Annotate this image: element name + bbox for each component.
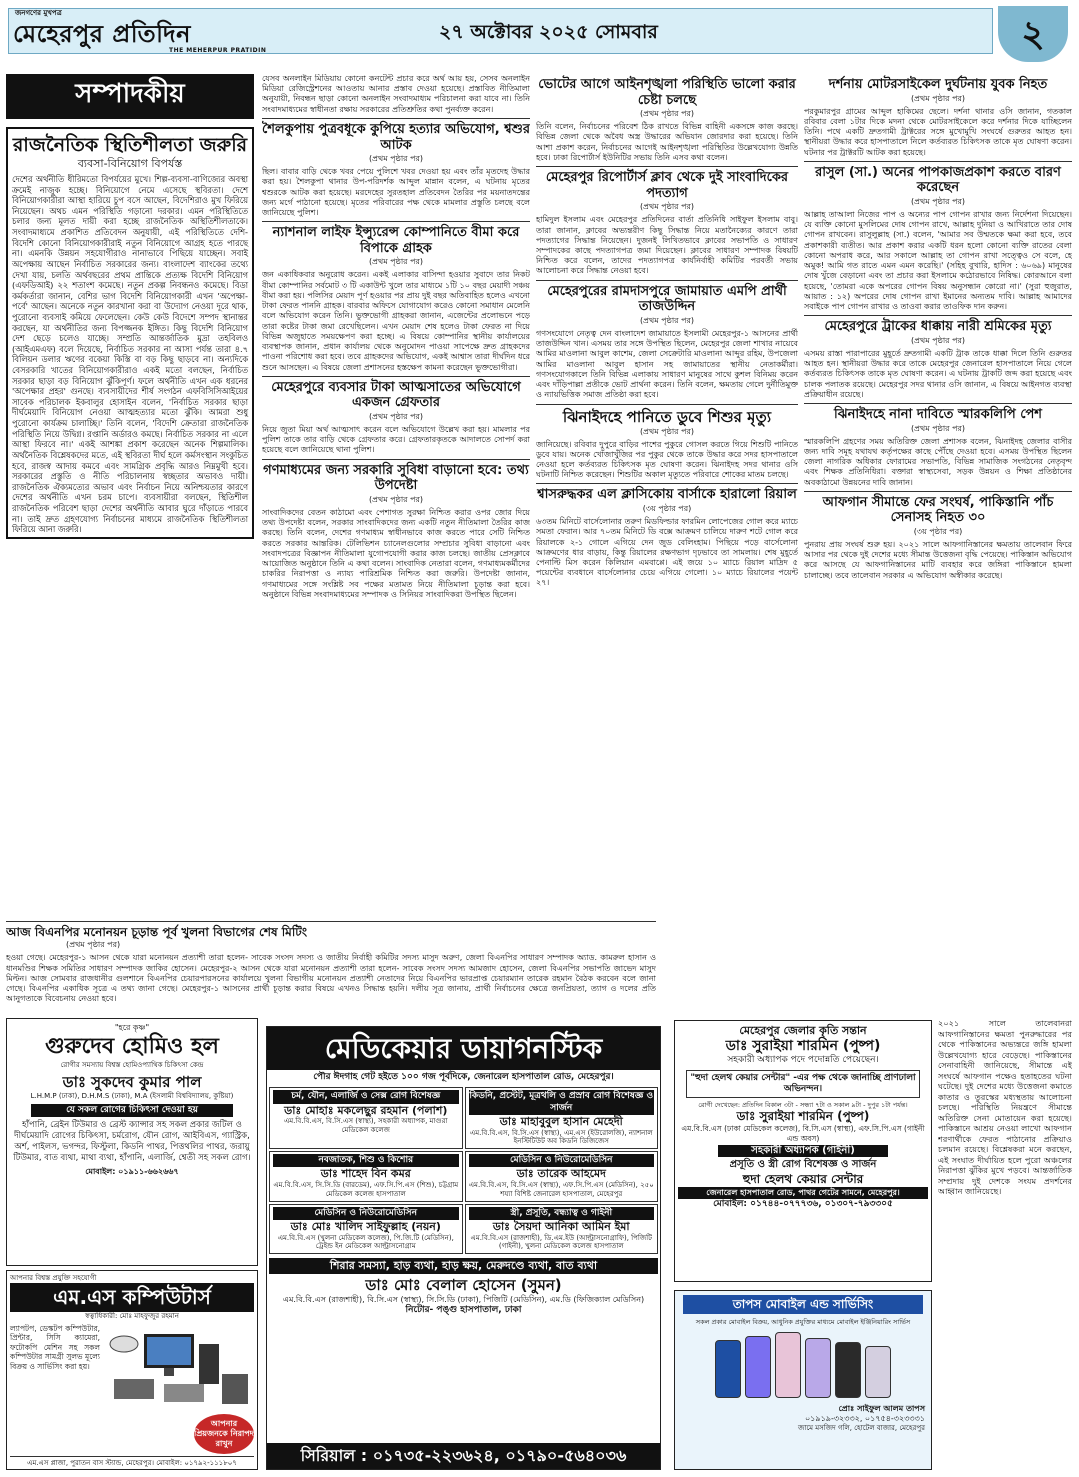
truck-cont: (প্রথম পৃষ্ঠার পর) (910, 335, 966, 345)
election-cont: (প্রথম পৃষ্ঠার পর) (639, 109, 695, 119)
editorial-subhead: ব্যবসা-বিনিয়োগ বিপর্যস্ত (77, 157, 183, 171)
media-facility-headline: গণমাধ্যমের জন্য সরকারি সুবিধা বাড়ানো হবে: তথ্য উপদেষ্টা (263, 462, 529, 494)
national-life-cont: (প্রথম পৃষ্ঠার পর) (368, 257, 424, 267)
doctor-specialty: মেডিসিন ও নিউরোমেডিসিন (469, 1154, 655, 1167)
ms-owner: স্বত্বাধিকারী: মোঃ মাহফুজুর রহমান (85, 1311, 179, 1320)
election-body: তিনি বলেন, নির্বাচনের পরিবেশ ঠিক রাখতে বিভিন্ন বাহিনী একসঙ্গে কাজ করছে। বিভিন্ন জেলা থেকে অবৈধ অস্ত্র উদ্ধারের অভিযান জোরদার করা হয়েছে। তিনি আশা প্রকাশ করেন, নির্বাচনের আগেই আইনশৃঙ্খলা পরিস্থিতির উল্লেখযোগ্য উন্নতি হবে। ঢাকা রিপোর্টার্স ইউনিটির সভায় তিনি এসব কথা বলেন। (536, 122, 798, 162)
phone-icon (835, 1342, 861, 1398)
khulna-headline: আজ বিএনপির মনোনয়ন চূড়ান্ত পূর্ব খুলনা বিভাগের শেষ মিটিং (6, 925, 307, 939)
page-number: ২ (1021, 13, 1045, 55)
election-headline: ভোটের আগে আইনশৃঙ্খলা পরিস্থিতি ভালো করার চেষ্টা চলছে (538, 77, 796, 108)
tapos-phone: ০১৯১৯-৩২৩৩২, ০১৭৫৪-৩২৩৩৩১ (804, 1414, 925, 1424)
suraiya-promo: সহকারী অধ্যাপক পদে পদোন্নতি পেয়েছেন। (727, 1055, 879, 1066)
doctor-specialty: নবজাতক, শিশু ও কিশোর (273, 1154, 459, 1167)
bottom-doctor-specialty: শিরার সমস্যা, হাড় ব্যথা, হাড় ক্ষয়, মেরুদণ্ডে ব্যথা, বাত ব্যথা (269, 1258, 658, 1274)
suraiya-name-2: ডাঃ সুরাইয়া শারমিন (পুষ্প) (736, 1109, 870, 1124)
tapos-subtitle: সকল প্রকার মোবাইল বিক্রয়, আধুনিক প্রযুক্তির মাধ্যমে মোবাইল ইঞ্জিনিয়ারিং সার্ভিস (695, 1318, 911, 1326)
suraiya-degree: এম.বি.বি.এস (ঢাকা মেডিকেল কলেজ), বি.সি.এস (স্বাস্থ্য), এফ.সি.পি.এস (গাইনী এন্ড অবস) (681, 1124, 925, 1143)
memo-body: স্মারকলিপি গ্রহণের সময় অতিরিক্ত জেলা প্রশাসক বলেন, ঝিনাইদহ জেলার বাসীর জন্য দাবি সমূহ যথাযথ কর্তৃপক্ষের কাছে পৌঁছে দেওয়া হবে। এসময় উপস্থিত ছিলেন জেলা নাগরিক অধিকার ফোরামের সভাপতি, বিভিন্ন সামাজিক সংগঠনের নেতৃবৃন্দ এবং শিক্ষক প্রতিনিধিরা। বক্তারা স্বাস্থ্যসেবা, সড়ক উন্নয়ন ও শিক্ষা প্রতিষ্ঠানের অবকাঠামো উন্নয়নের দাবি জানান। (804, 436, 1072, 487)
doctor-degree: এম.বি.বি.এস, বি.সি.এস (স্বাস্থ্য), এম.এস (ইউরোলজি), ন্যাশনাল ইনস্টিটিউট অব কিডনি ডিজিজেস (469, 1128, 653, 1146)
boy-hanged-headline: শৈলকুপায় পুত্রবধূকে কুপিয়ে হত্যার অভিযোগ, শ্বশুর আটক (262, 121, 530, 153)
phone-icon (775, 1332, 801, 1398)
suraiya-center: হুদা হেলথ কেয়ার সেন্টার (742, 1171, 864, 1186)
doctor-card (269, 1204, 463, 1255)
phone-icon (715, 1340, 741, 1398)
doctor-name: ডাঃ শাহেদ বিন কমর (320, 1167, 411, 1181)
right-narrow-column (938, 1018, 1072, 1470)
drown-body: জানিয়েছে। রবিবার দুপুরে বাড়ির পাশের পুকুরে গোসল করতে গিয়ে শিশুটি পানিতে ডুবে যায়। অনেক খোঁজাখুঁজির পর পুকুর থেকে তাকে উদ্ধার করে সদর হাসপাতালে নেওয়া হলে কর্তব্যরত চিকিৎসক মৃত ঘোষণা করেন। ঝিনাইদহ সদর থানার ওসি ঘটনাটি নিশ্চিত করেছেন। শিশুটির অকাল মৃত্যুতে পরিবারে শোকের মাতম চলছে। (536, 439, 798, 480)
suraiya-center-quote: "হুদা হেলথ কেয়ার সেন্টার" -এর পক্ষ থেকে জানাচ্ছি প্রাণঢালা অভিনন্দন। (686, 1070, 920, 1099)
suraiya-address: জেনারেল হাসপাতাল রোড, পাথর গেটের সামনে, মেহেরপুর। (678, 1187, 928, 1199)
phone-icon (865, 1346, 891, 1398)
rasul-headline: রাসুল (সা.) অনের পাপকাজপ্রকাশ করতে বারণ করেছেন (815, 164, 1061, 196)
bottom-doctor-degree: এম.বি.বি.এস (রাজশাহী), বি.সি.এস (স্বাস্থ্য), সি.সি.ডি (ঢাকা), পিজিটি (মেডিসিন), এম.ডি (ফিজিক্যাল মেডিসিন) (282, 1294, 645, 1304)
truck-body: এসময় রাস্তা পারাপারের মুহূর্তে দ্রুতগামী একটি ট্রাক তাকে ধাক্কা দিলে তিনি গুরুতর আহত হন। স্থানীয়রা উদ্ধার করে তাকে মেহেরপুর জেনারেল হাসপাতালে নিয়ে গেলে কর্তব্যরত চিকিৎসক তাকে মৃত ঘোষণা করেন। এ ঘটনায় ট্রাকটি জব্দ করা হয়েছে এবং চালক পলাতক রয়েছে। মেহেরপুর সদর থানার ওসি জানান, এ বিষয়ে আইনগত ব্যবস্থা প্রক্রিয়াধীন রয়েছে। (804, 348, 1072, 399)
khulna-cont: (প্রথম পৃষ্ঠার পর) (66, 940, 121, 950)
boy-hanged-body: ছিল। বাবার বাড়ি থেকে খবর পেয়ে পুলিশে খবর দেওয়া হয় এবং তাঁর মৃতদেহ উদ্ধার করা হয়। শৈলকুপা থানার উপ-পরিদর্শক আব্দুল মান্নান বলেন, এ ঘটনায় মৃতের শ্বশুরকে আটক করা হয়েছে। মরদেহের সুরতহাল প্রতিবেদন তৈরির পর ময়নাতদন্তের জন্য মর্গে পাঠানো হয়েছে। মৃতের পরিবারের পক্ষ থেকে মামলার প্রস্তুতি চলছে বলে জানিয়েছে পুলিশ। (262, 167, 530, 218)
doctor-name: ডাঃ মোহাঃ মকলেছুর রহমান (পলাশ) (284, 1103, 448, 1117)
medicare-doctors (267, 1085, 660, 1256)
homeo-title: গুরুদেব হোমিও হল (45, 1033, 219, 1059)
memo-cont: (প্রথম পৃষ্ঠার পর) (910, 423, 966, 433)
homeo-subtitle: রোগীর সমস্যায় বিশ্বস্ত হোমিওপ্যাথিক চিকিৎসা কেন্দ্র (60, 1060, 204, 1069)
doctor-specialty: স্ত্রী, প্রসূতি, বন্ধ্যাত্ব ও গাইনী (469, 1207, 655, 1220)
barca-real-headline: শ্বাসরুদ্ধকর এল ক্লাসিকোয় বার্সাকে হারালো রিয়াল (537, 487, 797, 503)
tapos-owner: প্রোঃ সাইফুল আলম তাপস (838, 1404, 925, 1414)
afghan-body: পুনরায় প্রায় সংঘর্ষ শুরু হয়। ২০২১ সালে আফগানিস্তানের ক্ষমতায় তালেবান ফিরে আসার পর থেকে দুই দেশের মধ্যে সীমান্ত উত্তেজনা বৃদ্ধি পেয়েছে। পাকিস্তান অভিযোগ করে আসছে যে আফগানিস্তানের মাটি ব্যবহার করে জঙ্গিরা পাকিস্তানে হামলা চালাচ্ছে। তবে তালেবান সরকার এ অভিযোগ অস্বীকার করেছে। (804, 540, 1072, 580)
fraud-cont: (প্রথম পৃষ্ঠার পর) (368, 412, 424, 422)
reporters-club-headline: মেহেরপুর রিপোর্টার্স ক্লাব থেকে দুই সাংবাদিকের পদত্যাগ (545, 170, 789, 201)
national-life-headline: ন্যাশনাল লাইফ ইন্স্যুরেন্স কোম্পানিতে বীমা করে বিপাকে গ্রাহক (272, 225, 520, 256)
phones-icon (675, 1326, 931, 1404)
bike-accident-cont: (প্রথম পৃষ্ঠার পর) (910, 93, 966, 103)
reporters-club-body: হামিদুল ইসলাম এবং মেহেরপুর প্রতিদিনের বার্তা প্রতিনিধি সাইফুল ইসলাম বাবু। তারা জানান, ক্লাবের অভ্যন্তরীণ কিছু সিদ্ধান্ত নিয়ে মতানৈক্যের কারণে তারা পদত্যাগের সিদ্ধান্ত নিয়েছেন। দুজনই লিখিতভাবে ক্লাবের সভাপতি ও সাধারণ সম্পাদকের কাছে পদত্যাগপত্র জমা দিয়েছেন। ক্লাবের সাধারণ সম্পাদক বিষয়টি নিশ্চিত করে বলেন, তাদের পদত্যাগপত্র কার্যনির্বাহী কমিটির পরবর্তী সভায় আলোচনা করে সিদ্ধান্ত নেওয়া হবে। (536, 215, 798, 276)
page-number-badge (998, 6, 1068, 62)
tapos-title: তাপস মোবাইল এন্ড সার্ভিসিং (683, 1295, 923, 1314)
homeo-phone: মোবাইল: ০১৯১১-৬৬২৬৬৭ (85, 1166, 179, 1176)
doctor-card (465, 1204, 659, 1255)
bike-accident-body: পরকুমারপুর গ্রামের আব্দুল হাকিমের ছেলে। দর্শনা থানার ওসি জানান, গতকাল রবিবার বেলা ১টার দিকে মদনা থেকে মোটরসাইকেলে করে দর্শনার দিকে যাচ্ছিলেন তিনি। পথে একটি দ্রুতগামী ট্রাক্টরের সঙ্গে মুখোমুখি সংঘর্ষে গুরুতর আহত হন। স্থানীয়রা উদ্ধার করে হাসপাতালে নিলে কর্তব্যরত চিকিৎসক তাকে মৃত ঘোষণা করেন। ঘটনার পর ট্রাক্টরটি আটক করা হয়েছে। (804, 106, 1072, 157)
ms-badge-wrap (10, 1414, 254, 1454)
doctor-card (465, 1087, 659, 1149)
suraiya-title: মেহেরপুর জেলার কৃতি সন্তান (739, 1024, 867, 1037)
ms-computer-ad (6, 1270, 258, 1470)
jamaat-cont: (প্রথম পৃষ্ঠার পর) (639, 315, 695, 325)
masthead-tagline: জনগণের মুখপত্র (15, 9, 62, 17)
memo-headline: ঝিনাইদহে নানা দাবিতে স্মারকলিপি পেশ (834, 407, 1042, 423)
rasul-cont: (প্রথম পৃষ্ঠার পর) (910, 196, 966, 206)
doctor-degree: এম.বি.বি.এস, সি.সি.ডি (বারডেম), এফ.সি.পি.এস (শিশু), চট্টগ্রাম মেডিকেল কলেজ হাসপাতাল (273, 1181, 459, 1198)
doctor-name: ডাঃ সৈয়দা আনিকা আমিন ইমা (492, 1219, 630, 1233)
khulna-body: হওয়া গেছে। মেহেরপুর-১ আসন থেকে যারা মনোনয়ন প্রত্যাশী তারা হলেন- সাবেক সংসদ সদস্য ও জাতীয় নির্বাহী কমিটির সদস্য মাসুদ অরুণ, জেলা বিএনপির সাধারণ সম্পাদক অ্যাড. কামরুল হাসান ও ধানমণ্ডির শিক্ষক সমিতির সাধারণ সম্পাদক জাকির হোসেন। মেহেরপুর-২ আসন থেকে যারা মনোনয়ন প্রত্যাশী তারা হলেন- সাবেক সংসদ সদস্য আমজাদ হোসেন, জেলা বিএনপির সভাপতি জাভেদ মাসুদ মিল্টন। আজ সোমবার রাজধানীর গুলশানে বিএনপির চেয়ারপারসনের কার্যালয়ে খুলনা বিভাগীয় মনোনয়ন প্রত্যাশী নেতাদের নিয়ে বিএনপির ভারপ্রাপ্ত চেয়ারম্যান তারেক রহমান বৈঠক করবেন বলে জানা গেছে। বিএনপির একাধিক সূত্রে এ তথ্য জানা গেছে। মেহেরপুর-১ আসনের প্রার্থী চূড়ান্ত করার বিষয়ে এখনও সিদ্ধান্ত হয়নি। দলীয় সূত্র জানায়, প্রার্থী নির্বাচনের ক্ষেত্রে জনপ্রিয়তা, ত্যাগ ও দলের প্রতি আনুগত্যকে বিবেচনায় নেওয়া হবে। (6, 953, 656, 1004)
suraiya-name: ডাঃ সুরাইয়া শারমিন (পুষ্প) (725, 1037, 881, 1054)
homeo-diseases: হাঁপানি, ব্রেইন টিউমার ও ব্রেস্ট ক্যান্সার সহ সকল প্রকার জটিল ও দীর্ঘমেয়াদি রোগের চিকিৎসা, চর্মরোগ, যৌন রোগ, আইবিএস, গ্যাস্ট্রিক, অর্শ, পাইলস, ভগন্দর, ফিস্টুলা, কিডনি পাথর, পিত্তথলির পাথর, জরায়ু টিউমার, বাত ব্যথা, মাথা ব্যথা, হাঁপানি, এলার্জি, শ্বেতী সহ সকল রোগ। (13, 1120, 251, 1163)
issue-date: ২৭ অক্টোবর ২০২৫ সোমবার (439, 21, 658, 43)
doctor-card (269, 1151, 463, 1202)
truck-headline: মেহেরপুরে ট্রাকের ধাক্কায় নারী শ্রমিকের মৃত্যু (824, 319, 1052, 335)
barca-real-body: ৬৩তম মিনিটে বার্সেলোনার তরুণ মিডফিল্ডার ফারমিন লোপেজের গোল করে ম্যাচে সমতা ফেরান। আর ৭০তম মিনিটে ডি বক্সে আক্রমণ চালিয়ে দারুণ শটে গোল করে রিয়ালকে ২-১ গোলে এগিয়ে দেন জুড বেলিংহাম। পিছিয়ে পড়ে বার্সেলোনা আক্রমণের ধার বাড়ায়, কিন্তু রিয়ালের রক্ষণভাগ দৃঢ়ভাবে তা সামলায়। শেষ মুহূর্তে পেনাল্টি মিস করেন কিলিয়ান এমবাপ্পে। এই জয়ে ১০ ম্যাচে রিয়াল মাদ্রিদ ৫ পয়েন্টের ব্যবধানে বার্সেলোনার চেয়ে এগিয়ে গেলো। ১০ ম্যাচে রিয়ালের পয়েন্ট ২৭। (536, 517, 798, 588)
bottom-doctor-hospital: নিটোর- পঙ্গু হাসপাতাল, ঢাকা (405, 1304, 522, 1315)
suraiya-ad (674, 1020, 932, 1282)
suraiya-timing: রোগী দেখেছেন: প্রতিদিন বিকাল ৩টা - সন্ধ্যা ৭টা ও সকাল ৯টা - দুপুর ১টা পর্যন্ত। (698, 1101, 908, 1109)
doctor-name: ডাঃ তারেক আহমেদ (516, 1167, 606, 1181)
column-3 (536, 74, 798, 1010)
homeo-degree: L.H.M.P (ঢাকা), D.H.M.S (ঢাকা), M.A (ইসলামী বিশ্ববিদ্যালয়, কুষ্টিয়া) (30, 1092, 234, 1100)
column-2 (262, 74, 530, 918)
doctor-card (269, 1087, 463, 1149)
phone-icon (805, 1338, 831, 1398)
barca-real-cont: (৩য় পৃষ্ঠার পর) (642, 504, 692, 514)
editorial-banner: সম্পাদকীয় (6, 74, 254, 119)
medicare-serial: সিরিয়াল : ০১৭৩৫-২২৩৬২৪, ০১৭৯০-৫৬৪০৩৬ (267, 1443, 660, 1469)
editorial-column (6, 74, 254, 914)
homeo-top: "হরে কৃষ্ণ" (114, 1023, 150, 1032)
doctor-specialty: চর্ম, যৌন, এলার্জি ও সেক্স রোগ বিশেষজ্ঞ (273, 1090, 459, 1103)
national-life-body: জন একাধিকবার অনুরোধ করেন। একই এলাকার বাসিন্দা হওয়ার সুবাদে তার নিকট বীমা কোম্পানির সর্বমোট ৩ টি একাউন্ট খুলে তার মাধ্যমে ১টি ১০ বছর মেয়াদী সঞ্চয় বীমা করা হয়। পলিসির মেয়াদ পূর্ণ হওয়ার পর প্রায় দুই বছর অতিবাহিত হলেও এখনো টাকা ফেরত পাননি গ্রাহক। বারবার অফিসে যোগাযোগ করেও কোনো সমাধান মেলেনি বলে অভিযোগ করেন তিনি। ভুক্তভোগী গ্রাহকরা জানান, এজেন্টের প্রলোভনে পড়ে তারা কষ্টের টাকা জমা রেখেছিলেন। এখন মেয়াদ শেষ হলেও টাকা ফেরত না দিয়ে বিভিন্ন অজুহাতে সময়ক্ষেপণ করা হচ্ছে। এ বিষয়ে কোম্পানির স্থানীয় কার্যালয়ের ব্যবস্থাপক জানান, প্রধান কার্যালয় থেকে অনুমোদন পাওয়া সাপেক্ষে দ্রুত গ্রাহকদের পাওনা পরিশোধ করা হবে। তবে গ্রাহকদের অভিযোগ, একই আশ্বাস তারা দীর্ঘদিন ধরে শুনে আসছেন। এ বিষয়ে জেলা প্রশাসনের হস্তক্ষেপ কামনা করেছেন ভুক্তভোগীরা। (262, 270, 530, 372)
doctor-specialty: কিডনি, প্রস্টেট, মূত্রথলি ও প্রস্রাব রোগ বিশেষজ্ঞ ও সার্জন (469, 1090, 655, 1115)
afghan-cont: (৩য় পৃষ্ঠার পর) (913, 527, 963, 537)
homeo-ad (6, 1018, 258, 1266)
homeo-doctor: ডাঃ সুকদেব কুমার পাল (62, 1073, 202, 1092)
suraiya-specialty: প্রসূতি ও স্ত্রী রোগ বিশেষজ্ঞ ও সার্জন (729, 1159, 877, 1171)
editorial-box (6, 127, 254, 539)
ms-banner: আপনার বিশ্বস্ত প্রযুক্তি সহযোগী (10, 1274, 97, 1282)
medicare-address: পৌর ঈদগাহ গেট হইতে ১০০ গজ পূর্বদিকে, জেনারেল হাসপাতাল রোড, মেহেরপুর। (313, 1072, 614, 1082)
tapos-address: জামে মসজিদ গলি, হোটেল বাজার, মেহেরপুর (798, 1424, 925, 1433)
ms-address: এম.এস প্লাজা, পুরাতন বাস স্ট্যান্ড, মেহেরপুর। মোবাইল: ০১৭৯২-১১১৮০৭ (10, 1456, 254, 1468)
media-facility-body: সাংবাদিকদের বেতন কাঠামো এবং পেশাগত সুরক্ষা নিশ্চিত করার ওপর জোর দিয়ে তথ্য উপদেষ্টা বলেন, সরকার সাংবাদিকদের জন্য একটি নতুন নীতিমালা তৈরির কাজ করছে। তিনি বলেন, দেশের গণমাধ্যম স্বাধীনভাবে কাজ করতে পারে সেটি নিশ্চিত করতে সরকার আন্তরিক। টেলিভিশন চ্যানেলগুলোর সম্প্রচার সুবিধা বাড়ানো এবং সংবাদপত্রের বিজ্ঞাপন নীতিমালা যুগোপযোগী করার কাজ চলছে। জাতীয় প্রেসক্লাবে আয়োজিত অনুষ্ঠানে তিনি এ কথা বলেন। সাংবাদিক নেতারা বলেন, গণমাধ্যমকর্মীদের চাকরির নিরাপত্তা ও ন্যায্য পারিশ্রমিক নিশ্চিত করা জরুরি। উপদেষ্টা জানান, গণমাধ্যমের সঙ্গে সংশ্লিষ্ট সব পক্ষের মতামত নিয়ে নীতিমালা চূড়ান্ত করা হবে। অনুষ্ঠানে বিভিন্ন সংবাদমাধ্যমের সম্পাদক ও সিনিয়র সাংবাদিকরা উপস্থিত ছিলেন। (262, 507, 530, 599)
reporters-club-cont: (প্রথম পৃষ্ঠার পর) (639, 202, 695, 212)
suraiya-post: সহকারী অধ্যাপক (গাইনী) (718, 1145, 888, 1158)
afghan-headline: আফগান সীমান্তে ফের সংঘর্ষ, পাকিস্তানি পাঁচ সেনাসহ নিহত ৩০ (822, 494, 1054, 526)
masthead (8, 6, 1072, 68)
drown-headline: ঝিনাইদহে পানিতে ডুবে শিশুর মৃত্যু (562, 407, 772, 426)
media-rights-body: যেসব অনলাইন মিডিয়ায় কোনো কনটেন্ট প্রচার করে অর্থ আয় হয়, সেসব অনলাইন মিডিয়া রেজিস্ট্রেশনের আওতায় আনার প্রস্তাব দেওয়া হয়েছে। প্রস্তাবিত নীতিমালা অনুযায়ী, নিবন্ধন ছাড়া কোনো অনলাইন সংবাদমাধ্যম পরিচালনা করা যাবে না। তিনি সংবাদমাধ্যমের স্বাধীনতা রক্ষায় সরকারের প্রতিশ্রুতির কথা পুনর্ব্যক্ত করেন। (262, 74, 530, 114)
doctor-name: ডাঃ মোঃ খালিদ সাইফুল্লাহ (নয়ন) (290, 1219, 441, 1233)
bike-accident-headline: দর্শনায় মোটরসাইকেল দুর্ঘটনায় যুবক নিহত (828, 77, 1048, 92)
doctor-card (465, 1151, 659, 1202)
medicare-title: মেডিকেয়ার ডায়াগনস্টিক (267, 1027, 660, 1070)
medicare-ad (266, 1026, 661, 1470)
column-4 (804, 74, 1072, 1010)
doctor-specialty: মেডিসিন ও নিউরোমেডিসিন (273, 1207, 459, 1220)
doctor-name: ডাঃ মাহাবুবুল হাসান মেহেদী (499, 1114, 623, 1128)
computer-products-icon (104, 1324, 252, 1412)
afghan-continued-body: ২০২১ সালে তালেবানরা আফগানিস্তানের ক্ষমতা পুনরুদ্ধারের পর থেকে পাকিস্তানের অভ্যন্তরে জঙ্গি হামলা উল্লেখযোগ্য হারে বেড়েছে। পাকিস্তানের সেনাবাহিনী জানিয়েছে, সীমান্তে এই সংঘর্ষে আফগান পক্ষেও হতাহতের ঘটনা ঘটেছে। দুই দেশের মধ্যে উত্তেজনা কমাতে কাতার ও তুরস্কের মধ্যস্থতায় আলোচনা চলছে। পরিস্থিতি নিয়ন্ত্রণে সীমান্তে অতিরিক্ত সেনা মোতায়েন করা হয়েছে। পাকিস্তানে আশ্রয় নেওয়া লাখো আফগান শরণার্থীকে ফেরত পাঠানোর প্রক্রিয়াও চলমান রয়েছে। বিশ্লেষকরা মনে করছেন, এই সংঘাত দীর্ঘায়িত হলে পুরো অঞ্চলের নিরাপত্তা ঝুঁকির মুখে পড়বে। আন্তর্জাতিক সম্প্রদায় দুই দেশকে সংযম প্রদর্শনের আহ্বান জানিয়েছে। (938, 1018, 1072, 1196)
media-facility-cont: (প্রথম পৃষ্ঠার পর) (368, 494, 424, 504)
boy-hanged-cont: (প্রথম পৃষ্ঠার পর) (368, 154, 424, 164)
fraud-headline: মেহেরপুরে ব্যবসার টাকা আত্মসাতের অভিযোগে একজন গ্রেফতার (271, 379, 521, 411)
doctor-degree: এম.বি.বি.এস (রাজশাহী), ডি.এম.ইউ (আল্ট্রাসনোগ্রাফি), পিজিটি (গাইনী), খুলনা মেডিকেল কলেজ হাসপাতাল (470, 1233, 652, 1251)
rasul-body: আল্লাহ তাআলা নিজের পাপ ও অন্যের পাপ গোপন রাখার জন্য নির্দেশনা দিয়েছেন। যে ব্যক্তি কোনো মুসলিমের দোষ গোপন রাখে, আল্লাহ দুনিয়া ও আখিরাতে তার দোষ গোপন রাখবেন। রাসুলুল্লাহ (সা.) বলেন, 'আমার সব উম্মতকে ক্ষমা করা হবে, তবে প্রকাশকারী ব্যতীত। আর প্রকাশ করার একটি ধরন হলো কোনো ব্যক্তি রাতের বেলা কোনো অপরাধ করে, আর সকালে আল্লাহ তা গোপন রাখা সত্ত্বেও সে বলে, হে অমুক! আমি গত রাতে এমন এমন করেছি।' (সহিহ বুখারি, হাদিস : ৬০৬৯) মানুষের দোষ খুঁজে বেড়ানো এবং তা প্রচার করা ইসলামে কঠোরভাবে নিষিদ্ধ। কোরআনে বলা হয়েছে, 'তোমরা একে অপরের গোপন বিষয় অনুসন্ধান কোরো না।' (সুরা হুজুরাত, আয়াত : ১২) অপরের দোষ গোপন রাখা ইমানের অন্যতম দাবি। আল্লাহ আমাদের সবাইকে পাপ গোপন রাখার ও তাওবা করার তাওফিক দান করুন। (804, 209, 1072, 312)
bottom-doctor-name: ডাঃ মোঃ বেলাল হোসেন (সুমন) (365, 1275, 562, 1294)
newspaper-subtitle: THE MEHERPUR PRATIDIN (169, 47, 267, 54)
ms-title: এম.এস কম্পিউটার্স (10, 1283, 254, 1312)
ms-desc: ল্যাপটপ, ডেস্কটপ কম্পিউটার, প্রিন্টার, সিসি ক্যামেরা, ফটোকপি মেশিন সহ সকল কম্পিউটার সামগ্রী সুলভ মূল্যে বিক্রয় ও সার্ভিসিং করা হয়। (10, 1323, 100, 1371)
homeo-banner: যে সকল রোগের চিকিৎসা দেওয়া হয় (31, 1104, 233, 1117)
masthead-bar (8, 8, 993, 54)
suraiya-phone: মোবাইল: ০১৭৪৪-০৭৭৭৩৬, ০১৩০৭-৭৯৩৩০৫ (713, 1198, 893, 1209)
doctor-degree: এম.বি.বি.এস (খুলনা মেডিকেল কলেজ), পি.জি.টি (মেডিসিন), ট্রেইন্ড ইন মেডিকেল আল্ট্রাসনোগ্রাম (277, 1233, 454, 1251)
phone-icon (745, 1336, 771, 1398)
jamaat-headline: মেহেরপুরের রামদাসপুরে জামায়াত এমপি প্রার্থী তাজউদ্দিন (547, 283, 787, 315)
drown-cont: (প্রথম পৃষ্ঠার পর) (639, 426, 695, 436)
editorial-body: দেশের অর্থনীতি ধীরিমতো বিপর্যয়ের মুখে। শিল্প-ব্যবসা-বাণিজ্যের অবস্থা ক্রমেই নাজুক হচ্ছে। বিনিয়োগে নেমে এসেছে স্থবিরতা। দেশে বিনিয়োগকারীরা আস্থা হারিয়ে চুপ বসে আছেন, বিদেশিরাও মুখ ফিরিয়ে নিয়েছেন। অথচ এমন পরিস্থিতি গড়ানো দরকার। এমন পরিস্থিতিতে চলার জন্য মূলত দায়ী করা হচ্ছে রাজনৈতিক অস্থিতিশীলতাকে। সংবাদমাধ্যমে প্রকাশিত প্রতিবেদন অনুযায়ী, এই পরিস্থিতিতে দেশি-বিদেশি কোনো বিনিয়োগকারীরাই নতুন বিনিয়োগে আগ্রহ হতে পারছে না। এমনকি উন্নয়ন সহযোগীরাও নানাভাবে পিছিয়ে যাচ্ছেন। সবাই অপেক্ষায় আছেন নির্বাচিত সরকারের জন্য। বাংলাদেশ ব্যাংকের তথ্যে দেখা যায়, চলতি অর্থবছরের প্রথম প্রান্তিকে প্রত্যক্ষ বিদেশি বিনিয়োগ (এফডিআই) ২২ শতাংশ কমেছে। নতুন প্রকল্প নিবন্ধনও কমেছে। বিডা কর্মকর্তারা জানান, বেশির ভাগ বিদেশি বিনিয়োগকারী এখন 'অপেক্ষা-পর্বে' আছেন। অনেকে নতুন কারখানা করা বা উদ্যোগ নেওয়া দূরে থাক, পুরোনো ব্যবসাই কমিয়ে ফেলেছেন। কেউ কেউ বিদেশে সম্পদ স্থানান্তর করছেন, যা অর্থনীতির জন্য বিপজ্জনক ইঙ্গিত। কিছু বিদেশি বিনিয়োগ দেশ ছেড়ে চলেও যাচ্ছে। সম্প্রতি আন্তর্জাতিক মুদ্রা তহবিলও (আইএমএফ) বলে দিয়েছে, নির্বাচিত সরকার না আসা পর্যন্ত তারা ৪.৭ বিলিয়ন ডলার ঋণের বকেয়া কিস্তি বা বড় কিছু ছাড়বে না। অন্যদিকে বেসরকারি খাতের বিনিয়োগকারীরাও একই মতো বলছেন, নির্বাচিত সরকার ছাড়া বড় বিনিয়োগ ঝুঁকিপূর্ণ। ফলে অর্থনীতি এখন এক ধরনের 'অপেক্ষার প্রহর' গুনছে। ব্যবসায়ীদের শীর্ষ সংগঠন এফবিসিসিআইয়ের সাবেক পরিচালক ইকবালুর হোসাইন বলেন, 'নির্বাচিত সরকার ছাড়া দীর্ঘমেয়াদি বিনিয়োগ নেওয়া আত্মহত্যার মতো ঝুঁকি। আমরা শুধু পুরোনো কার্যক্রম চালাচ্ছি।' তিনি বলেন, 'বিদেশি ক্রেতারা রাজনৈতিক পরিস্থিতি নিয়ে উদ্বিগ্ন। রপ্তানি অর্ডারও কমছে। নির্বাচিত সরকার না এলে আস্থা ফিরবে না।' একই আশঙ্কা প্রকাশ করেছেন অনেক শিল্পমালিক। অর্থনৈতিক বিশ্লেষকদের মতে, এই স্থবিরতা দীর্ঘ হলে কর্মসংস্থান সংকুচিত হবে, রাজস্ব আদায় কমবে এবং সামগ্রিক প্রবৃদ্ধি আরও নিম্নমুখী হবে। সরকারের প্রস্তুতি ও নীতি পরিচালনায় স্বচ্ছতার অভাবও দায়ী। রাজনৈতিক ঐক্যমত্যের অভাব এবং নির্বাচন নিয়ে অনিশ্চয়তার কারণে দেশের অর্থনীতি এখন চরম চাপে। ব্যবসায়ীরা বলছেন, স্থিতিশীল রাজনৈতিক পরিবেশ ছাড়া দেশের অর্থনীতি আবার ঘুরে দাঁড়াতে পারবে না। তাই দ্রুত গ্রহণযোগ্য নির্বাচনের মাধ্যমে রাজনৈতিক স্থিতিশীলতা ফিরিয়ে আনা জরুরি। (12, 174, 248, 535)
ms-badge: আপনার প্রিয়জনকে নিরাপদ রাখুন (194, 1414, 254, 1454)
doctor-degree: এম.বি.বি.এস, বি.সি.এস (স্বাস্থ্য), সহকারী অধ্যাপক, মাগুরা মেডিকেল কলেজ (283, 1117, 448, 1134)
fraud-body: নিয়ে জুতা মিয়া অর্থ আত্মসাৎ করেন বলে অভিযোগে উল্লেখ করা হয়। মামলার পর পুলিশ তাকে তার বাড়ি থেকে গ্রেফতার করে। গ্রেফতারকৃতকে আদালতে সোপর্দ করা হয়েছে বলে জানিয়েছে থানা পুলিশ। (262, 425, 530, 455)
tapos-ad (674, 1290, 932, 1470)
jamaat-body: গণসংযোগে নেতৃত্ব দেন বাংলাদেশ জামায়াতে ইসলামী মেহেরপুর-১ আসনের প্রার্থী তাজউদ্দিন খান। এসময় তার সঙ্গে উপস্থিত ছিলেন, মেহেরপুর জেলা শাখার নায়েবে আমির মাওলানা আবুল কাশেম, জেলা সেক্রেটারি মাওলানা আব্দুর রহিম, উপজেলা আমির মাওলানা আবুল হাসান সহ জামায়াতের স্থানীয় নেতাকর্মীরা। গণসংযোগকালে তিনি বিভিন্ন এলাকায় সাধারণ মানুষের সাথে কুশল বিনিময় করেন এবং দাঁড়িপাল্লা প্রতীকে ভোট প্রার্থনা করেন। তিনি বলেন, ক্ষমতায় গেলে দুর্নীতিমুক্ত ও ন্যায়ভিত্তিক সমাজ প্রতিষ্ঠা করা হবে। (536, 328, 798, 400)
doctor-degree: এম.বি.বি.এস, বি.সি.এস (স্বাস্থ্য), এফ.সি.পি.এস (মেডিসিন), ২৫০ শয্যা বিশিষ্ট জেনারেল হাসপাতাল, মেহেরপুর (468, 1181, 654, 1198)
ms-content (10, 1324, 254, 1412)
editorial-headline: রাজনৈতিক স্থিতিশীলতা জরুরি (12, 133, 248, 156)
newspaper-title: মেহেরপুর প্রতিদিন (13, 19, 191, 48)
